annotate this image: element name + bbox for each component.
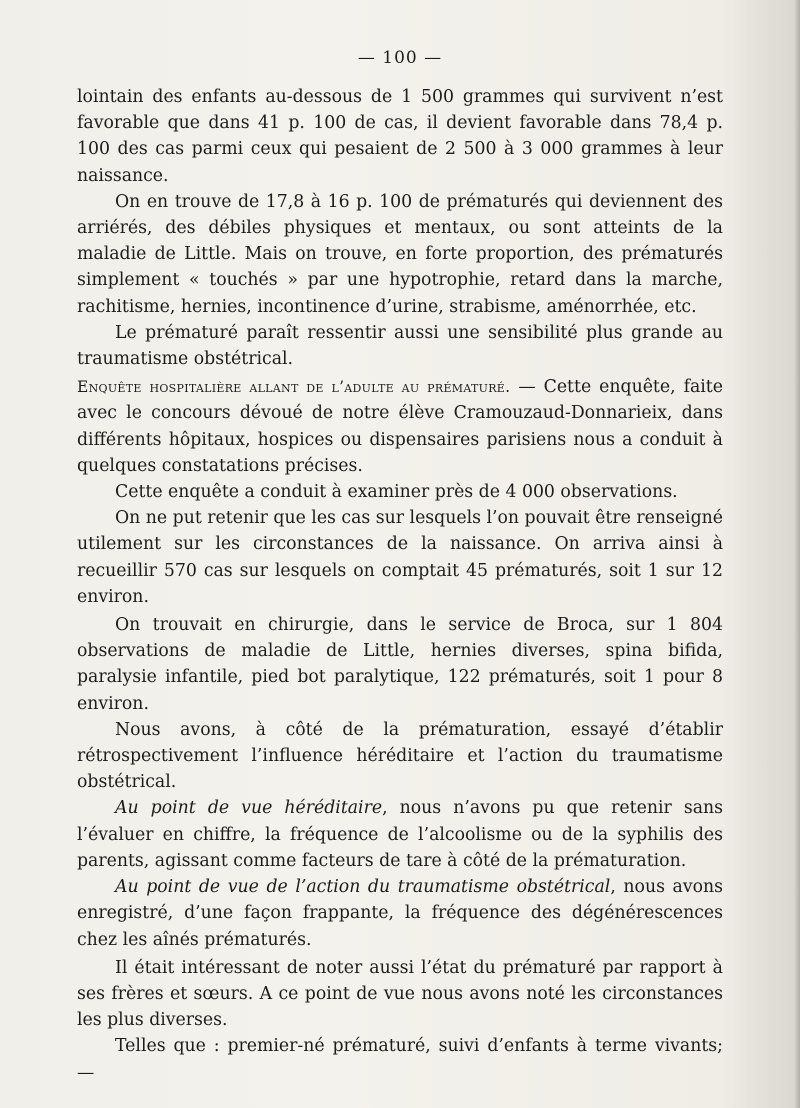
body-text [77,84,723,1086]
section-heading: Enquête hospitalière allant de l’adulte au prématuré. [77,378,511,397]
page-number: — 100 — [357,48,443,68]
italic-lead: Au point de vue héréditaire [115,798,383,819]
paragraph: Nous avons, à côté de la prématuration, essayé d’établir rétrospectivement l’influence héréditaire et l’action du traumatisme obstétrical. [77,719,723,793]
italic-lead: Au point de vue de l’action du traumatisme obstétrical [115,877,611,898]
paragraph: On ne put retenir que les cas sur lesquels l’on pouvait être renseigné utilement sur les circonstances de la naissance. On arriva ainsi à recueillir 570 cas sur lesquels on comptait 45 prématurés, soit 1 sur 12 environ. [77,508,723,607]
paragraph-with-heading: Enquête hospitalière allant de l’adulte au prématuré. — Cette enquête, faite avec le concours dévoué de notre élève Cramouzaud-Donnarieix, dans différents hôpitaux, hospices ou dispensaires parisiens nous a conduit à quelques constatations précises. [77,377,723,476]
paragraph: On trouvait en chirurgie, dans le service de Broca, sur 1 804 observations de maladie de Little, hernies diverses, spina bifida, paralysie infantile, pied bot paralytique, 122 prématurés, soit 1 pour 8 environ. [77,615,723,714]
page-edge-shadow [794,0,800,1108]
paragraph: On en trouve de 17,8 à 16 p. 100 de prématurés qui deviennent des arriérés, des débiles physiques et mentaux, ou sont atteints de la maladie de Little. Mais on trouve, en forte proportion, des prématurés simplement « touchés » par une hypotrophie, retard dans la marche, rachitisme, hernies, incontinence d’urine, strabisme, aménorrhée, etc. [77,191,723,317]
paragraph: lointain des enfants au-dessous de 1 500 grammes qui survivent n’est favorable que dans 41 p. 100 de cas, il devient favorable dans 78,4 p. 100 des cas parmi ceux qui pesaient de 2 500 à 3 000 grammes à leur naissance. [77,87,723,186]
paragraph: Cette enquête a conduit à examiner près de 4 000 observations. [115,482,678,503]
paragraph: Telles que : premier-né prématuré, suivi d’enfants à terme vivants; — [77,1036,723,1083]
paragraph: Au point de vue héréditaire, nous n’avons pu que retenir sans l’évaluer en chiffre, la fréquence de l’alcoolisme ou de la syphilis des parents, agissant comme facteurs de tare à côté de la prématuration. [77,798,723,871]
paragraph: Au point de vue de l’action du traumatisme obstétrical, nous avons enregistré, d’une façon frappante, la fréquence des dégénérescences chez les aînés prématurés. [77,877,723,950]
paragraph: Le prématuré paraît ressentir aussi une sensibilité plus grande au traumatisme obstétrical. [77,322,723,370]
paragraph: Il était intéressant de noter aussi l’état du prématuré par rapport à ses frères et sœurs. A ce point de vue nous avons noté les circonstances les plus diverses. [77,957,723,1031]
